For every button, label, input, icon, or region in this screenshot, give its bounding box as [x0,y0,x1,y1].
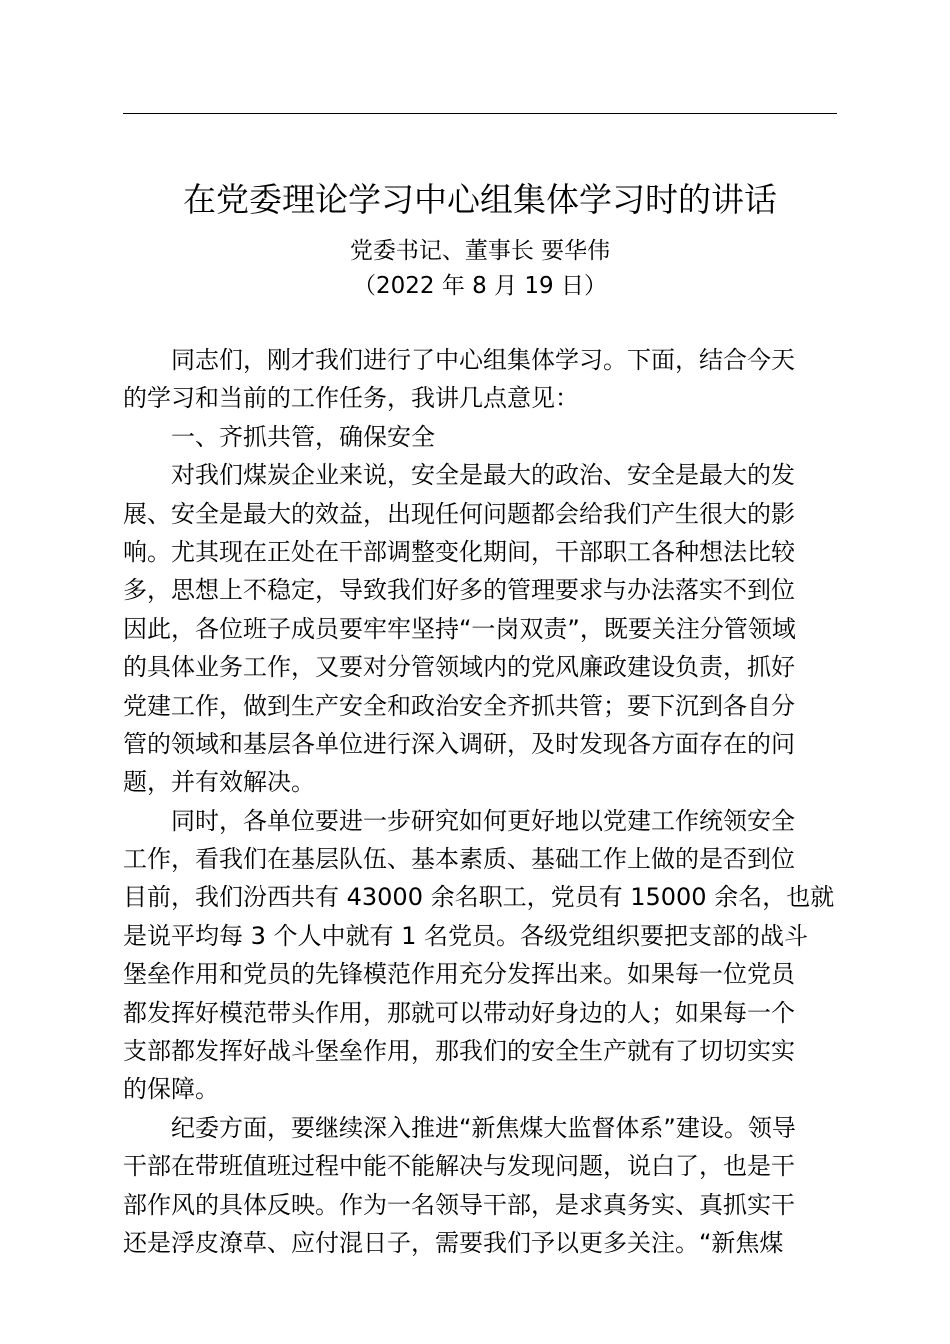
text-line: 因此，各位班子成员要牢牢坚持“一岗双责”，既要关注分管领域 [123,614,796,643]
text-line: 党建工作，做到生产安全和政治安全齐抓共管；要下沉到各自分 [123,691,795,720]
paragraph-greeting [123,341,837,418]
document-title: 在党委理论学习中心组集体学习时的讲话 [183,180,777,219]
text-line: 还是浮皮潦草、应付混日子，需要我们予以更多关注。“新焦煤 [123,1228,784,1257]
text-line: 对我们煤炭企业来说，安全是最大的政治、安全是最大的发 [171,461,795,490]
text-line: 响。尤其现在正处在干部调整变化期间，干部职工各种想法比较 [123,537,795,566]
text-line: 的保障。 [123,1075,219,1104]
text-line: 工作，看我们在基层队伍、基本素质、基础工作上做的是否到位 [123,845,795,874]
text-line: 同时，各单位要进一步研究如何更好地以党建工作统领安全 [171,806,795,835]
paragraph-safety [123,456,837,802]
text-line: 一、齐抓共管，确保安全 [171,422,435,451]
text-line: 都发挥好模范带头作用，那就可以带动好身边的人；如果每一个 [123,998,795,1027]
document-body [123,341,837,1262]
paragraph-discipline [123,1109,837,1263]
text-line: 的具体业务工作，又要对分管领域内的党风廉政建设负责，抓好 [123,653,795,682]
document-author: 党委书记、董事长 要华伟 [349,238,611,264]
text-line: 干部在带班值班过程中能不能解决与发现问题，说白了，也是干 [123,1152,795,1181]
text-line: 支部都发挥好战斗堡垒作用，那我们的安全生产就有了切切实实 [123,1037,795,1066]
text-line: 管的领域和基层各单位进行深入调研，及时发现各方面存在的问 [123,729,795,758]
text-line: 同志们，刚才我们进行了中心组集体学习。下面，结合今天 [171,346,795,374]
paragraph-party-building [123,802,837,1109]
text-line: 是说平均每 3 个人中就有 1 名党员。各级党组织要把支部的战斗 [123,921,809,950]
text-line: 纪委方面，要继续深入推进“新焦煤大监督体系”建设。领导 [171,1113,796,1142]
text-line: 多，思想上不稳定，导致我们好多的管理要求与办法落实不到位 [123,576,795,605]
section-heading [123,418,837,456]
text-line: 展、安全是最大的效益，出现任何问题都会给我们产生很大的影 [123,499,795,528]
text-line: 目前，我们汾西共有 43000 余名职工，党员有 15000 余名，也就 [123,883,835,912]
text-line: 题，并有效解决。 [123,768,315,797]
text-line: 的学习和当前的工作任务，我讲几点意见： [123,384,579,413]
header-rule [123,113,837,114]
document-date: （2022 年 8 月 19 日） [353,273,607,299]
text-line: 堡垒作用和党员的先锋模范作用充分发挥出来。如果每一位党员 [123,960,795,989]
text-line: 部作风的具体反映。作为一名领导干部，是求真务实、真抓实干 [123,1190,795,1219]
